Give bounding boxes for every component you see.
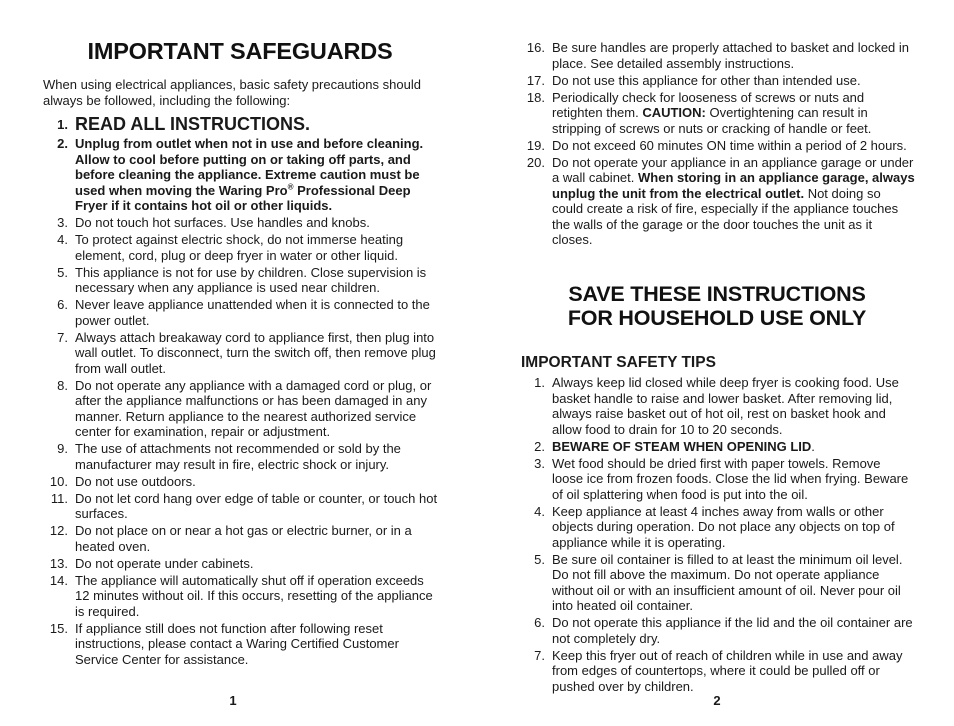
- list-item: [520, 615, 915, 646]
- item-number: 10.: [49, 473, 68, 489]
- list-item: [520, 73, 915, 89]
- item-number: 3.: [534, 455, 545, 471]
- list-item: [520, 155, 915, 248]
- item-text: Do not use this appliance for other than intended use.: [552, 72, 861, 88]
- list-item: [520, 138, 915, 154]
- item-number: 8.: [57, 377, 68, 393]
- list-item: [520, 456, 915, 503]
- item-number: 1.: [534, 375, 545, 390]
- list-item: [43, 621, 438, 668]
- item-number: 4.: [534, 503, 545, 519]
- save-instructions-heading: [517, 282, 917, 330]
- list-item: [43, 441, 438, 472]
- item-text: READ ALL INSTRUCTIONS.: [75, 114, 311, 134]
- list-item: [43, 114, 438, 134]
- item-text: To protect against electric shock, do not immerse heating element, cord, plug or deep fryer in water or other liquid.: [75, 232, 404, 263]
- item-text: If appliance still does not function after following reset instructions, please contact a Waring Certified Customer Service Center for assistance.: [75, 620, 399, 667]
- list-item: [520, 552, 915, 614]
- safety-tips-heading: IMPORTANT SAFETY TIPS: [521, 354, 716, 371]
- list-item: [43, 232, 438, 263]
- item-number: 20.: [526, 154, 545, 170]
- registered-mark: ®: [287, 182, 294, 192]
- item-text-cont: Overtightening can result in stripping of screws or nuts or cracking of handle or feet.: [552, 105, 872, 136]
- item-number: 11.: [50, 490, 68, 506]
- safety-tips-list: [520, 375, 915, 696]
- item-text: Do not operate under cabinets.: [75, 555, 254, 571]
- item-number: 18.: [526, 89, 545, 105]
- list-item: [43, 265, 438, 296]
- safeguards-list-continued: [520, 40, 915, 249]
- item-text: Unplug from outlet when not in use and before cleaning. Allow to cool before putting on or taking off parts, and before cleaning the appliance. Extreme caution must be used when moving the Waring Pro: [75, 136, 424, 198]
- page-number: 1: [229, 693, 237, 708]
- item-number: 9.: [57, 441, 68, 456]
- steam-warning: BEWARE OF STEAM WHEN OPENING LID: [552, 438, 812, 454]
- item-number: 4.: [57, 232, 68, 247]
- list-item: [43, 215, 438, 231]
- item-text: Always attach breakaway cord to appliance first, then plug into wall outlet. To disconnect, turn the switch off, then remove plug from wall outlet.: [75, 329, 436, 376]
- item-text: Never leave appliance unattended when it is connected to the power outlet.: [75, 297, 430, 328]
- item-text: Periodically check for looseness of screws or nuts and retighten them.: [552, 89, 865, 120]
- item-text: Always keep lid closed while deep fryer is cooking food. Use basket handle to raise and lower basket. After removing lid, always raise basket out of hot oil, rest on basket hook and allow food to drain for 10 to 20 seconds.: [552, 375, 899, 437]
- list-item: [43, 136, 438, 214]
- item-number: 12.: [49, 523, 68, 538]
- item-number: 7.: [57, 329, 68, 345]
- item-text: Do not operate this appliance if the lid and the oil container are not completely dry.: [552, 615, 913, 646]
- item-text-cont: Professional Deep Fryer if it contains hot oil or other liquids.: [75, 182, 411, 213]
- list-item: [520, 439, 915, 455]
- list-item: [43, 491, 438, 522]
- item-text: Do not operate your appliance in an appliance garage or under a wall cabinet.: [552, 154, 914, 185]
- list-item: [520, 648, 915, 695]
- item-text: Do not use outdoors.: [75, 473, 196, 489]
- item-text: Keep this fryer out of reach of children while in use and away from edges of countertops, where it could be pulled off or pushed over by children.: [552, 647, 903, 694]
- list-item: [520, 504, 915, 551]
- item-text: Be sure handles are properly attached to basket and locked in place. See detailed assembly instructions.: [552, 40, 910, 71]
- item-number: 2.: [57, 136, 68, 151]
- item-number: 15.: [49, 620, 68, 636]
- item-text: Do not let cord hang over edge of table or counter, or touch hot surfaces.: [75, 490, 438, 521]
- save-heading-line1: SAVE THESE INSTRUCTIONS: [568, 282, 866, 306]
- intro-paragraph: When using electrical appliances, basic safety precautions should always be followed, including the following:: [43, 77, 421, 108]
- item-text: The appliance will automatically shut off if operation exceeds 12 minutes without oil. If this occurs, resetting of the appliance is required.: [75, 572, 433, 619]
- safeguards-list: [43, 110, 438, 669]
- item-text: Wet food should be dried first with paper towels. Remove loose ice from frozen foods. Close the lid when frying. Beware of oil splattering when food is put into the oil.: [552, 455, 909, 502]
- item-number: 7.: [534, 647, 545, 663]
- item-number: 2.: [534, 438, 545, 454]
- item-text: Keep appliance at least 4 inches away from walls or other objects during operation. Do not place any objects on top of appliance while it is operating.: [552, 503, 895, 550]
- item-text-cont: Not doing so could create a risk of fire, especially if the appliance touches the walls of the garage or the door touches the unit as it closes.: [552, 185, 899, 247]
- save-heading-line2: FOR HOUSEHOLD USE ONLY: [567, 306, 867, 330]
- item-number: 6.: [57, 297, 68, 312]
- item-number: 5.: [57, 264, 68, 280]
- caution-label: CAUTION:: [642, 105, 706, 120]
- item-text: Do not operate any appliance with a damaged cord or plug, or after the appliance malfunctions or has been damaged in any manner. Return appliance to the nearest authorized service center for examination, repair or adjustment.: [75, 377, 432, 439]
- warning-text: When storing in an appliance garage, always unplug the unit from the electrical outlet.: [552, 170, 915, 201]
- list-item: [520, 40, 915, 71]
- item-text: Do not place on or near a hot gas or electric burner, or in a heated oven.: [75, 523, 412, 554]
- list-item: [43, 330, 438, 377]
- item-number: 6.: [534, 615, 545, 630]
- page-right: [477, 0, 954, 726]
- item-text: Be sure oil container is filled to at least the minimum oil level. Do not fill above the maximum. Do not operate appliance without oil or with an insufficient amount of oil. Never pour oil into heated oil container.: [552, 551, 903, 613]
- page-number: 2: [713, 693, 721, 708]
- page-title: IMPORTANT SAFEGUARDS: [87, 38, 393, 64]
- item-number: 13.: [49, 555, 68, 571]
- list-item: [43, 573, 438, 620]
- list-item: [43, 523, 438, 554]
- list-item: [520, 90, 915, 137]
- list-item: [520, 375, 915, 437]
- item-number: 1.: [57, 117, 68, 132]
- item-text: Do not exceed 60 minutes ON time within a period of 2 hours.: [552, 137, 907, 153]
- item-text: Do not touch hot surfaces. Use handles and knobs.: [75, 215, 370, 230]
- item-number: 5.: [534, 551, 545, 567]
- item-number: 19.: [526, 137, 545, 153]
- item-text-cont: .: [811, 438, 815, 454]
- item-number: 16.: [526, 40, 545, 55]
- item-text: The use of attachments not recommended or sold by the manufacturer may result in fire, electric shock or injury.: [75, 441, 401, 472]
- item-number: 14.: [49, 572, 68, 588]
- item-text: This appliance is not for use by children. Close supervision is necessary when any appliance is used near children.: [75, 264, 427, 295]
- item-number: 3.: [57, 215, 68, 230]
- item-number: 17.: [526, 72, 545, 88]
- list-item: [43, 378, 438, 440]
- list-item: [43, 474, 438, 490]
- list-item: [43, 297, 438, 328]
- list-item: [43, 556, 438, 572]
